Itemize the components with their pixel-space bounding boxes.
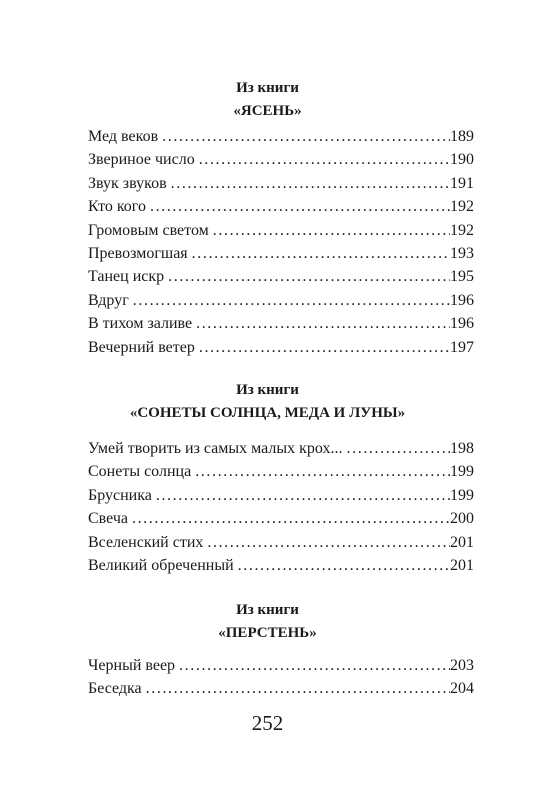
toc-list-persten (88, 654, 474, 701)
entry-title: Превозмогшая (88, 244, 188, 262)
entry-page: 195 (450, 268, 474, 286)
entry-page: 198 (450, 440, 474, 457)
entry-title: Великий обреченный (88, 556, 234, 574)
toc-entry[interactable] (88, 219, 474, 242)
section-heading-sonnets (0, 380, 535, 423)
toc-entry[interactable] (88, 195, 474, 218)
entry-title: Брусника (88, 486, 152, 504)
toc-entry[interactable] (88, 677, 474, 700)
entry-title: Вселенский стих (88, 533, 204, 551)
from-book-label: Из книги (236, 382, 299, 398)
entry-title: Вдруг (88, 291, 129, 309)
entry-page: 191 (450, 174, 474, 192)
dot-leader (234, 554, 450, 577)
dot-leader (188, 242, 450, 265)
dot-leader (146, 195, 450, 218)
dot-leader (203, 531, 450, 554)
toc-entry[interactable] (88, 507, 474, 530)
dot-leader (167, 172, 450, 195)
dot-leader (209, 219, 450, 242)
entry-page: 200 (450, 510, 474, 528)
toc-entry[interactable] (88, 437, 474, 460)
entry-page: 190 (450, 151, 474, 169)
entry-title: Сонеты солнца (88, 463, 192, 481)
from-book-label: Из книги (236, 80, 299, 96)
entry-page: 199 (450, 486, 474, 504)
entry-title: В тихом заливе (88, 315, 193, 333)
entry-title: Свеча (88, 510, 128, 528)
entry-page: 196 (450, 291, 474, 309)
entry-title: Кто кого (88, 198, 146, 216)
book-title: «ЯСЕНЬ» (233, 103, 302, 119)
dot-leader (142, 677, 450, 700)
page-number: 252 (251, 711, 284, 735)
entry-page: 204 (450, 680, 474, 698)
toc-entry[interactable] (88, 289, 474, 312)
toc-entry[interactable] (88, 554, 474, 577)
dot-leader (129, 289, 450, 312)
dot-leader (343, 437, 450, 460)
entry-page: 197 (450, 338, 474, 356)
entry-title: Танец искр (88, 268, 165, 286)
dot-leader (175, 654, 450, 677)
toc-entry[interactable] (88, 336, 474, 359)
entry-page: 189 (450, 128, 474, 145)
toc-list-sonnets (88, 437, 474, 577)
entry-page: 192 (450, 221, 474, 239)
toc-entry[interactable] (88, 654, 474, 677)
entry-page: 193 (450, 244, 474, 262)
entry-title: Громовым светом (88, 221, 209, 239)
dot-leader (152, 484, 450, 507)
section-heading-yasen (0, 78, 535, 121)
toc-entry[interactable] (88, 148, 474, 171)
book-title: «ПЕРСТЕНЬ» (218, 625, 317, 641)
dot-leader (195, 148, 450, 171)
dot-leader (192, 312, 450, 335)
entry-title: Черный веер (88, 657, 176, 674)
entry-page: 203 (450, 657, 474, 674)
toc-entry[interactable] (88, 484, 474, 507)
entry-page: 192 (450, 198, 474, 216)
entry-title: Звук звуков (88, 174, 167, 192)
entry-page: 201 (450, 556, 474, 574)
section-heading-persten (0, 600, 535, 643)
entry-page: 199 (450, 463, 474, 481)
dot-leader (195, 336, 450, 359)
entry-page: 201 (450, 533, 474, 551)
toc-entry[interactable] (88, 242, 474, 265)
toc-entry[interactable] (88, 265, 474, 288)
dot-leader (164, 265, 450, 288)
entry-page: 196 (450, 315, 474, 333)
entry-title: Беседка (88, 680, 142, 698)
entry-title: Умей творить из самых малых крох... (88, 440, 343, 457)
entry-title: Вечерний ветер (88, 338, 195, 356)
dot-leader (191, 460, 450, 483)
toc-entry[interactable] (88, 312, 474, 335)
toc-entry[interactable] (88, 172, 474, 195)
entry-title: Мед веков (88, 128, 159, 145)
dot-leader (158, 125, 450, 148)
book-title: «СОНЕТЫ СОЛНЦА, МЕДА И ЛУНЫ» (129, 405, 406, 421)
entry-title: Звериное число (88, 151, 195, 169)
toc-entry[interactable] (88, 125, 474, 148)
from-book-label: Из книги (236, 602, 299, 618)
toc-entry[interactable] (88, 460, 474, 483)
dot-leader (128, 507, 450, 530)
toc-list-yasen (88, 125, 474, 359)
toc-entry[interactable] (88, 531, 474, 554)
